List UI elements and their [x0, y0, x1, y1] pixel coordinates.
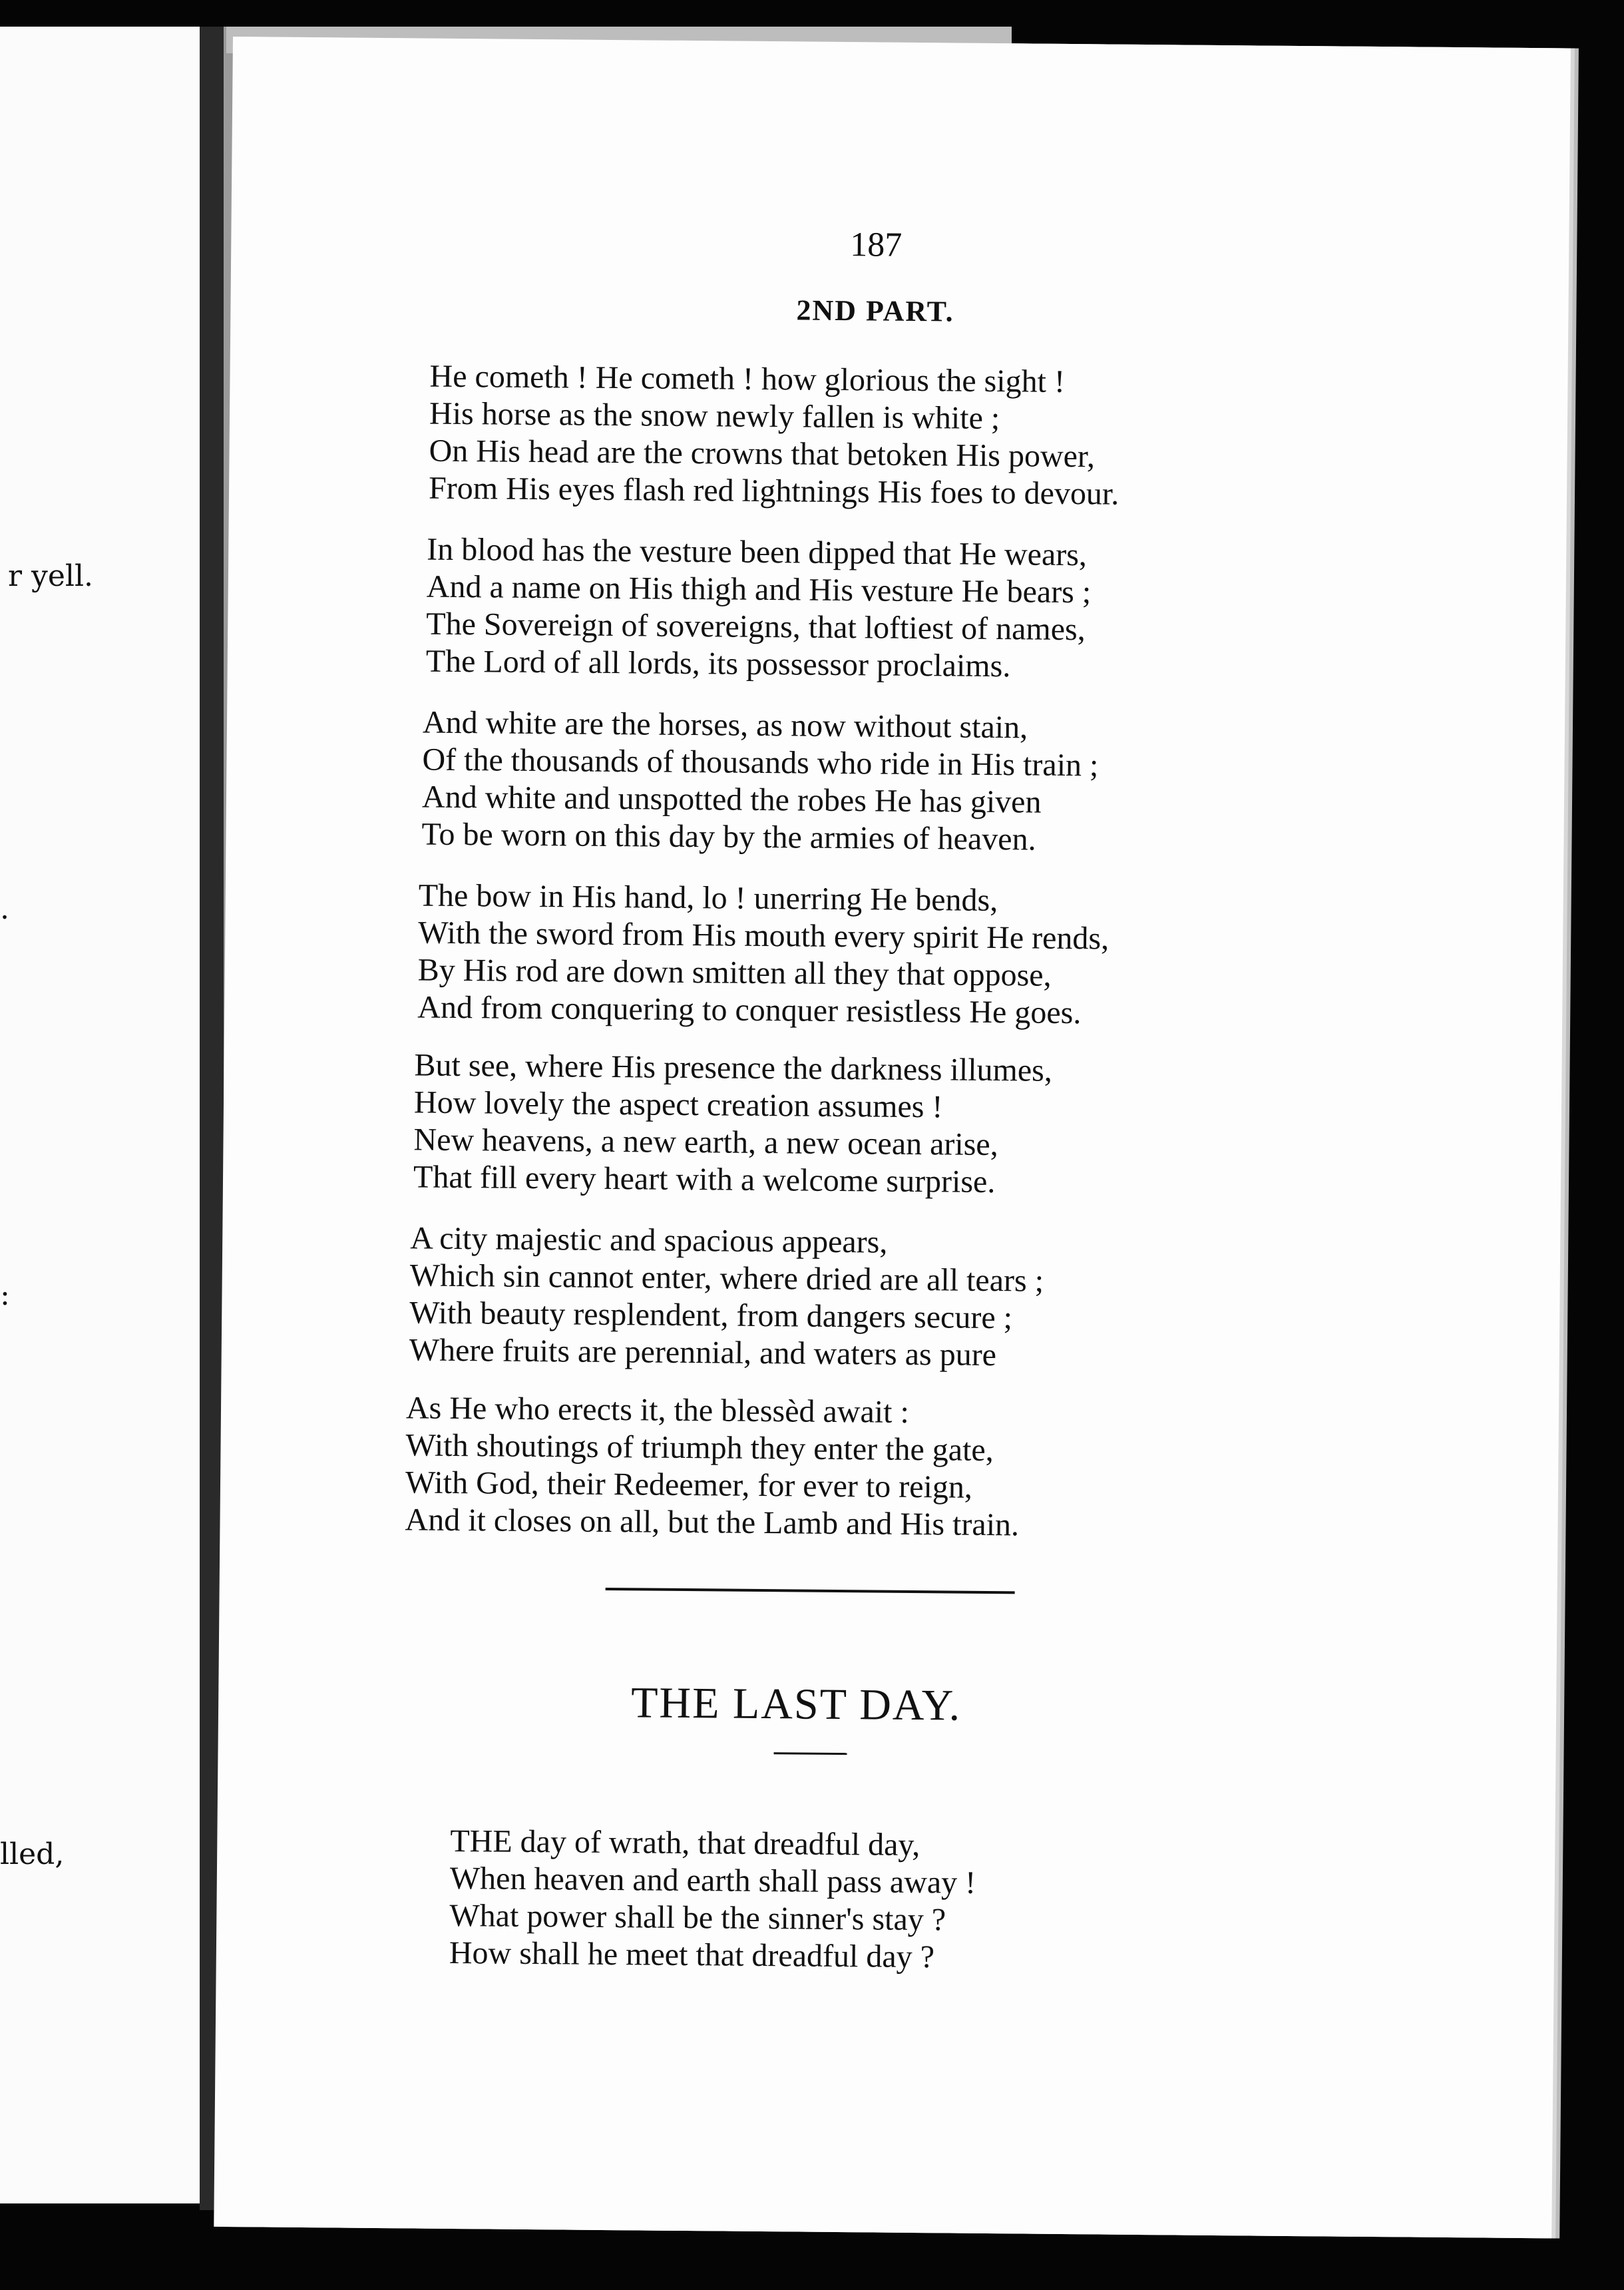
verse-line: When heaven and earth shall pass away !	[449, 1860, 976, 1901]
stanza	[417, 877, 1110, 1032]
verse-line: A city majestic and spacious appears,	[410, 1220, 888, 1260]
verse-line: Where fruits are perennial, and waters as pure	[409, 1332, 997, 1373]
verse-line: With shoutings of triumph they enter the gate,	[405, 1427, 994, 1469]
verse-line: THE day of wrath, that dreadful day,	[450, 1823, 920, 1863]
verse-line: By His rod are down smitten all they that oppose,	[417, 952, 1052, 993]
verse-line: He cometh ! He cometh ! how glorious the sight !	[429, 358, 1066, 399]
facing-page-fragment: .	[0, 892, 9, 926]
verse-line: The bow in His hand, lo ! unerring He bends,	[418, 877, 998, 919]
verse-line: As He who erects it, the blessèd await :	[405, 1390, 910, 1430]
page-number: 187	[850, 226, 903, 264]
verse-line: Of the thousands of thousands who ride in His train ;	[422, 742, 1099, 784]
verse-line: That fill every heart with a welcome surprise.	[413, 1159, 996, 1200]
verse-line: In blood has the vesture been dipped that He wears,	[427, 531, 1088, 573]
stanza	[426, 531, 1092, 686]
verse-line: His horse as the snow newly fallen is white ;	[429, 395, 1000, 437]
poem-title: THE LAST DAY.	[630, 1678, 962, 1730]
verse-line: How shall he meet that dreadful day ?	[449, 1935, 935, 1975]
verse-line: And white and unspotted the robes He has given	[421, 779, 1042, 820]
verse-line: And it closes on all, but the Lamb and His train.	[405, 1502, 1020, 1543]
verse-line: Which sin cannot enter, where dried are all tears ;	[409, 1258, 1044, 1299]
verse-line: The Lord of all lords, its possessor proclaims.	[425, 643, 1011, 684]
verse-line: With the sword from His mouth every spirit He rends,	[418, 915, 1110, 957]
facing-page-fragment: lled,	[0, 1837, 65, 1871]
verse-line: What power shall be the sinner's stay ?	[449, 1897, 946, 1938]
stanza	[429, 358, 1120, 513]
verse-line: On His head are the crowns that betoken His power,	[429, 433, 1096, 475]
verse-line: How lovely the aspect creation assumes !	[413, 1084, 943, 1125]
verse-line: With God, their Redeemer, for ever to reign,	[405, 1465, 973, 1505]
stanza	[449, 1823, 976, 1976]
verse-line: From His eyes flash red lightnings His foes to devour.	[428, 470, 1119, 512]
stanza	[421, 704, 1099, 859]
part-heading: 2ND PART.	[796, 294, 954, 328]
stanza	[409, 1220, 1044, 1374]
stanza	[413, 1046, 1052, 1201]
verse-line: And white are the horses, as now without stain,	[422, 704, 1028, 746]
verse-line: The Sovereign of sovereigns, that loftiest of names,	[426, 606, 1086, 648]
facing-page	[0, 27, 200, 2203]
facing-page-fragment: :	[0, 1278, 10, 1312]
book-page	[214, 37, 1571, 2238]
verse-line: New heavens, a new earth, a new ocean arise,	[413, 1122, 998, 1163]
facing-page-fragment: r yell.	[8, 559, 94, 593]
verse-line: And from conquering to conquer resistless He goes.	[417, 989, 1082, 1031]
title-underline	[774, 1752, 847, 1755]
verse-line: And a name on His thigh and His vesture He bears ;	[426, 569, 1092, 610]
stanza	[405, 1389, 1020, 1544]
verse-line: With beauty resplendent, from dangers secure ;	[409, 1295, 1013, 1336]
verse-line: But see, where His presence the darkness illumes,	[414, 1047, 1053, 1088]
verse-line: To be worn on this day by the armies of heaven.	[421, 816, 1036, 857]
section-divider	[606, 1588, 1015, 1594]
